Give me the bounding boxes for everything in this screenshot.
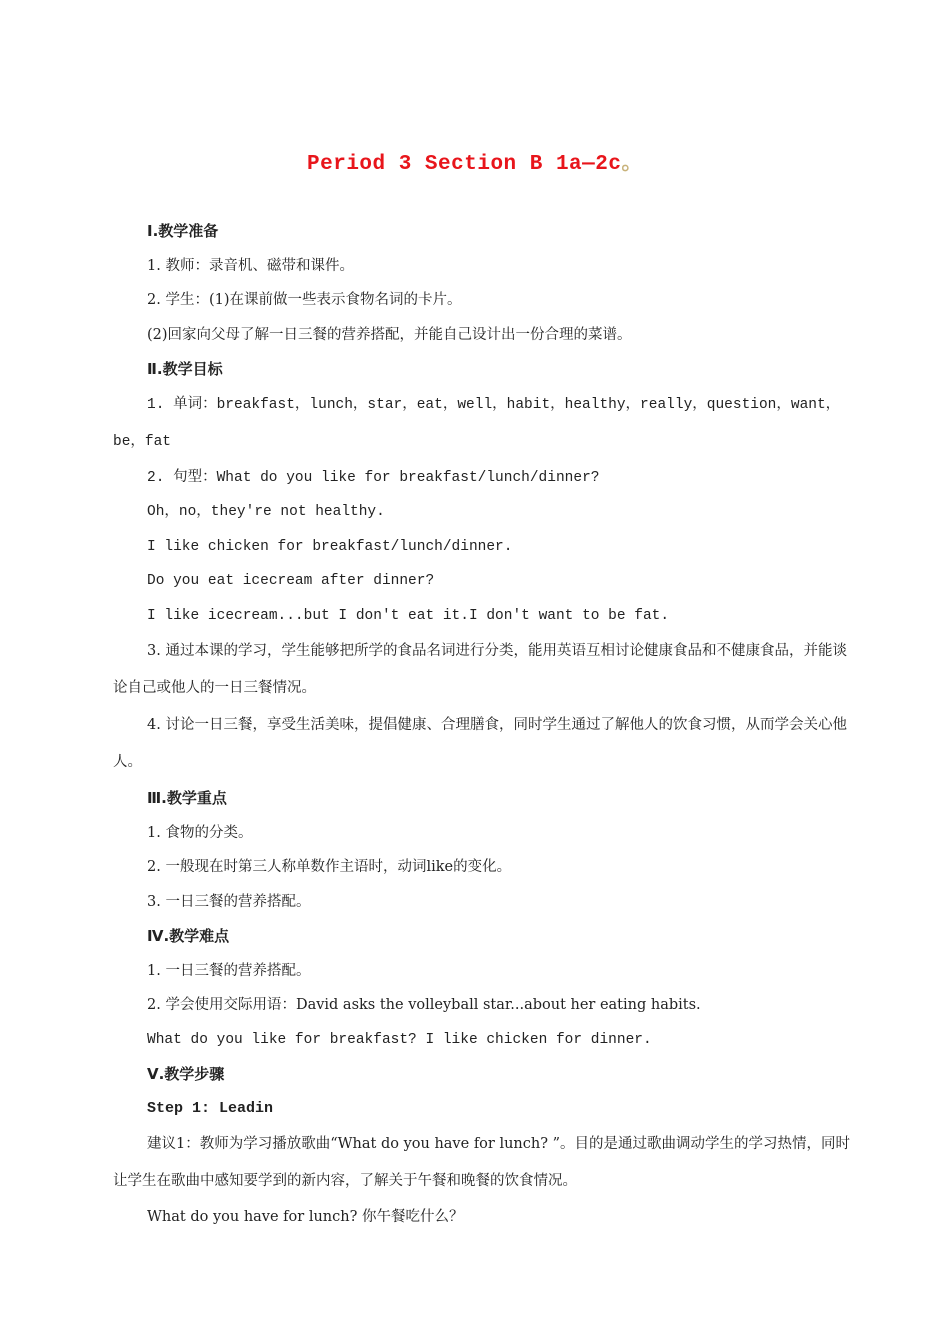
section-heading: Ⅱ.教学目标 [147, 360, 223, 378]
paragraph: 3. 一日三餐的营养搭配。 [147, 893, 311, 910]
paragraph: 1. 食物的分类。 [147, 824, 253, 841]
document-body [113, 214, 853, 1235]
paragraph: 1. 一日三餐的营养搭配。 [147, 962, 311, 979]
section-heading: Ⅰ.教学准备 [147, 222, 219, 240]
section-heading: Ⅴ.教学步骤 [147, 1065, 225, 1083]
paragraph: What do you like for breakfast? I like chicken for dinner. [147, 1031, 652, 1048]
paragraph: 4. 讨论一日三餐，享受生活美味，提倡健康、合理膳食，同时学生通过了解他人的饮食习惯，从而学会关心他人。 [113, 717, 847, 770]
paragraph: 2. 学生：(1)在课前做一些表示食物名词的卡片。 [147, 292, 462, 308]
paragraph: Oh，no，they're not healthy. [147, 504, 385, 520]
paragraph: 1. 单词：breakfast，lunch，star，eat，well，habit，healthy，really，question，want，be，fat [113, 396, 841, 450]
paragraph: 3. 通过本课的学习，学生能够把所学的食品名词进行分类，能用英语互相讨论健康食品和不健康食品，并能谈论自己或他人的一日三餐情况。 [113, 643, 847, 696]
step-heading: Step 1: Leadin [147, 1099, 274, 1117]
paragraph: Do you eat icecream after dinner? [147, 573, 435, 589]
paragraph: 2. 句型：What do you like for breakfast/lunch/dinner? [147, 469, 600, 486]
paragraph: I like icecream...but I don't eat it.I don't want to be fat. [147, 607, 670, 624]
paragraph: (2)回家向父母了解一日三餐的营养搭配，并能自己设计出一份合理的菜谱。 [147, 326, 632, 343]
paragraph: What do you have for lunch? 你午餐吃什么？ [147, 1209, 464, 1225]
paragraph: 1. 教师：录音机、磁带和课件。 [147, 257, 354, 274]
paragraph: 建议1：教师为学习播放歌曲“What do you have for lunch? ”。目的是通过歌曲调动学生的学习热情，同时让学生在歌曲中感知要学到的新内容，了解关于午餐和晚餐的饮食情况。 [113, 1136, 851, 1189]
section-heading: Ⅲ.教学重点 [147, 789, 227, 807]
section-heading: Ⅳ.教学难点 [147, 927, 230, 945]
paragraph: 2. 学会使用交际用语：David asks the volleyball star...about her eating habits. [147, 997, 701, 1013]
paragraph: 2. 一般现在时第三人称单数作主语时，动词like的变化。 [147, 859, 512, 875]
document-title: Period 3 Section B 1a—2c。 [307, 153, 643, 176]
paragraph: I like chicken for breakfast/lunch/dinner. [147, 538, 513, 555]
